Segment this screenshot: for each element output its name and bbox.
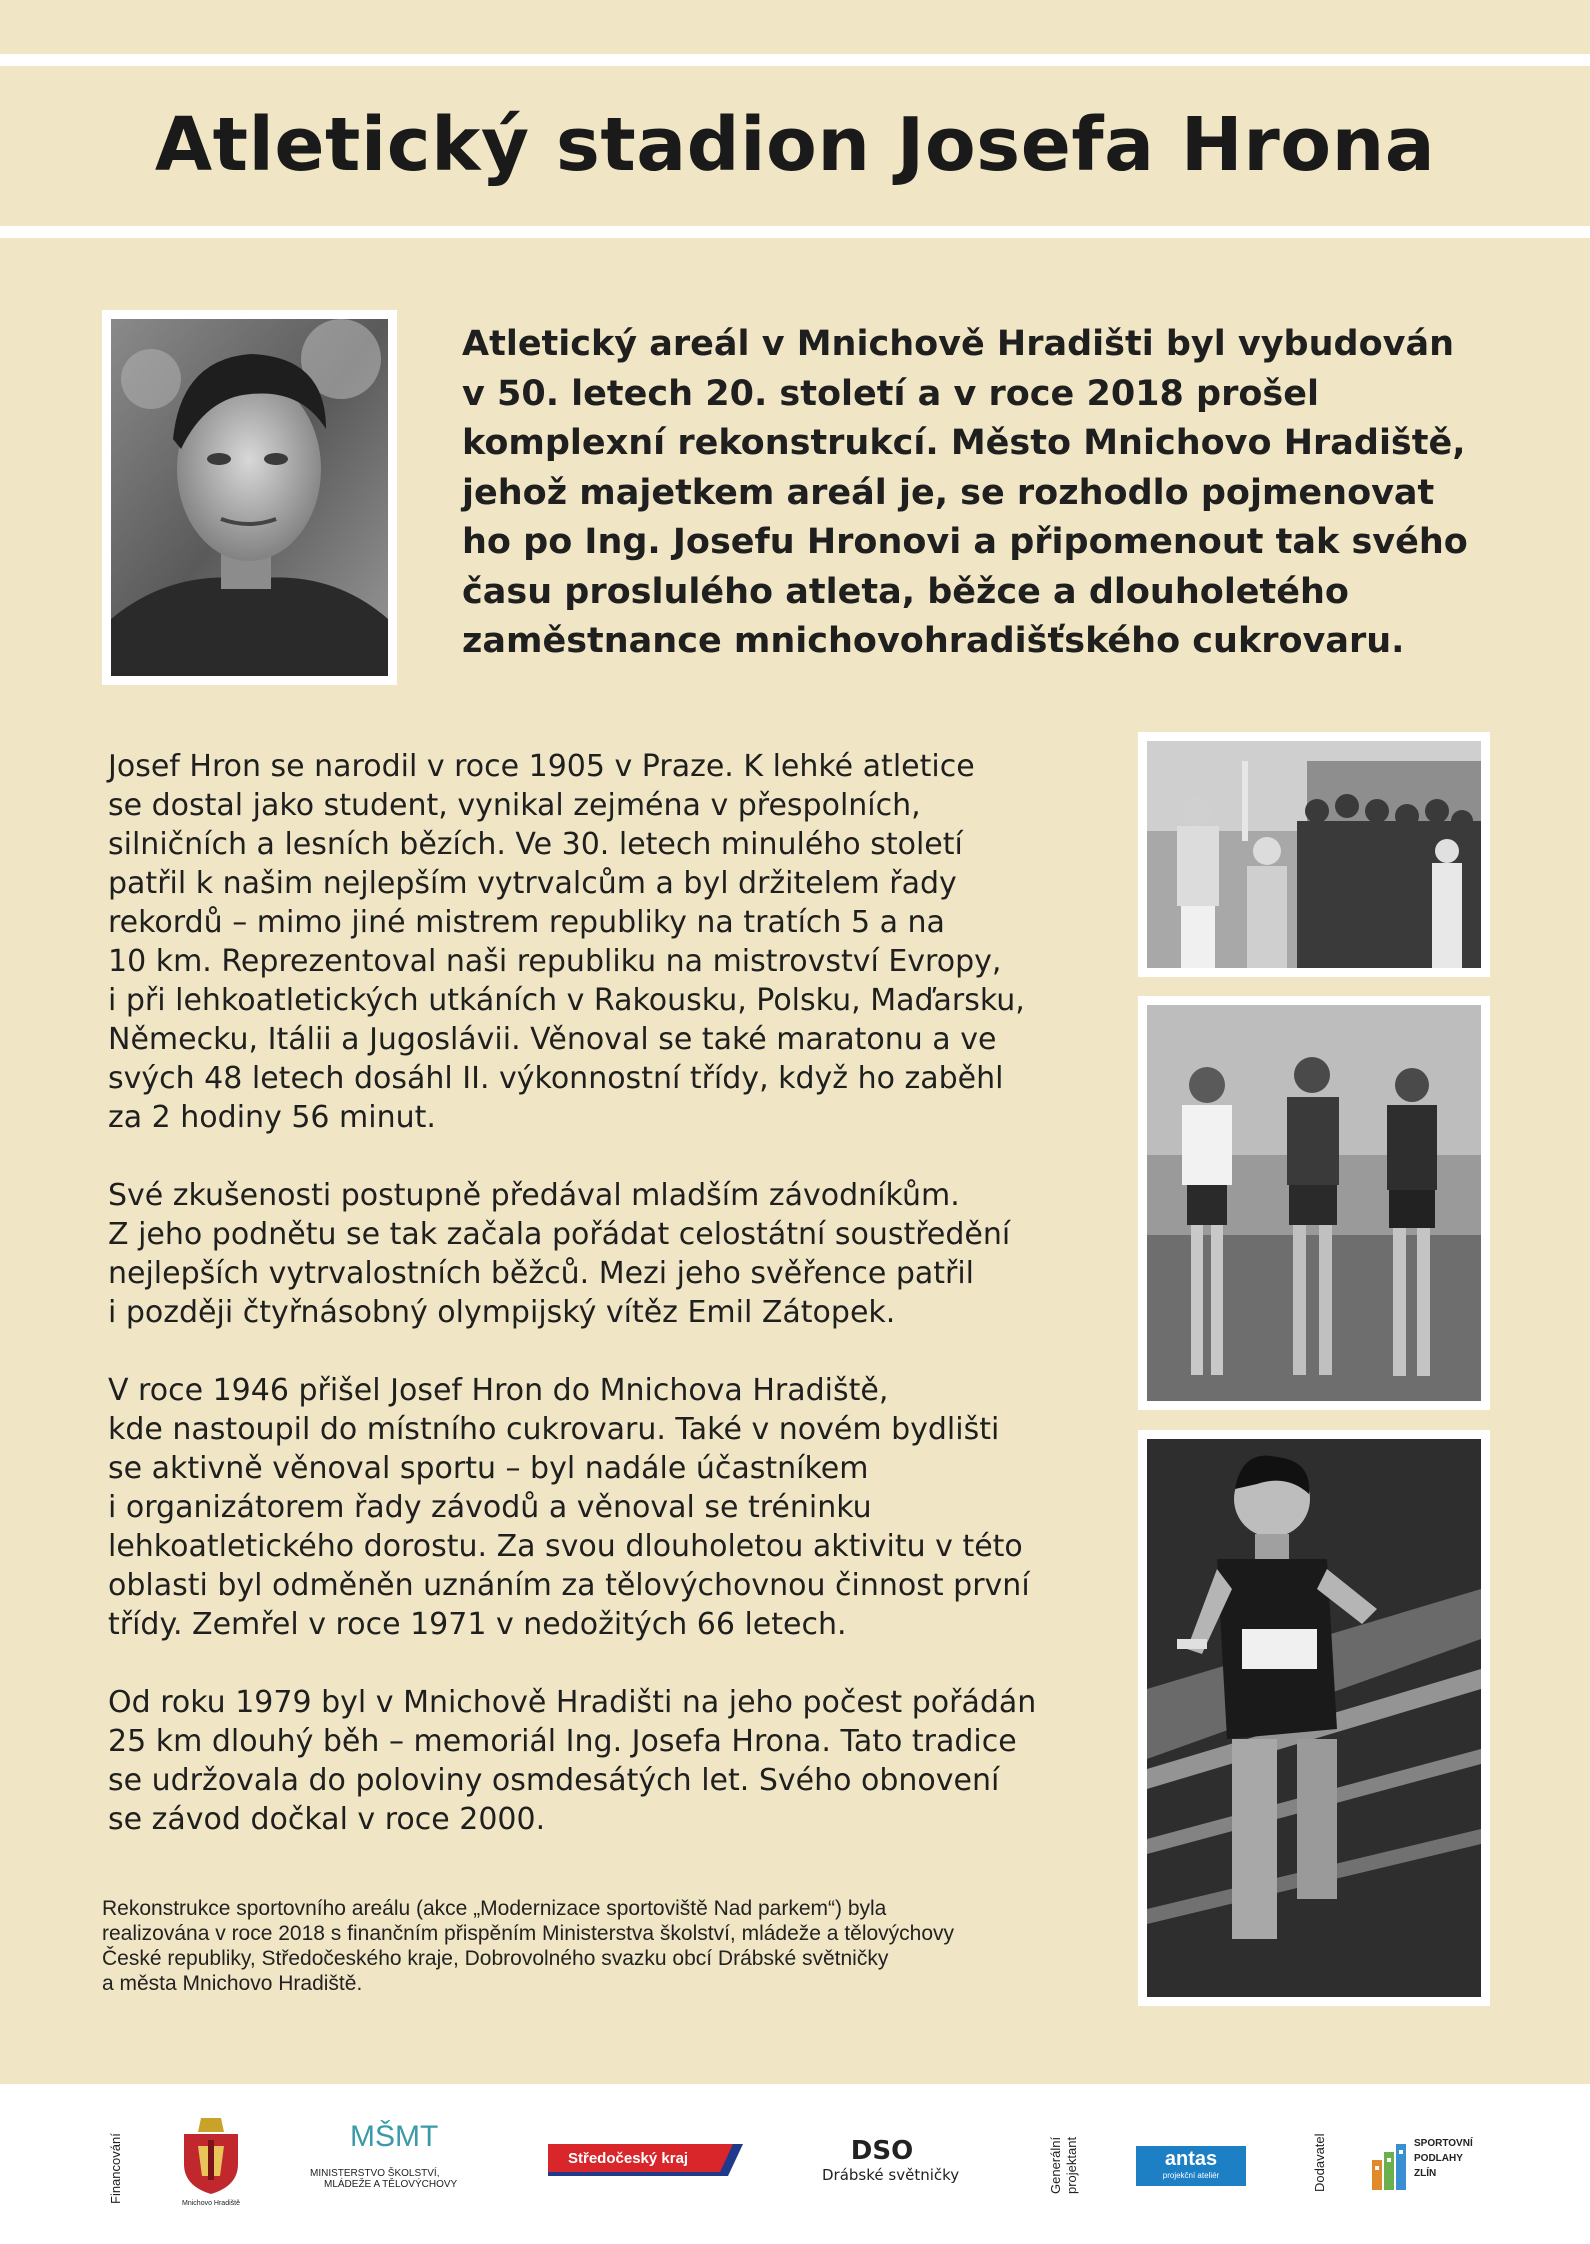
intro-line: v 50. letech 20. století a v roce 2018 prošel <box>462 373 1319 414</box>
supplier-label: Dodavatel <box>1312 2133 1327 2192</box>
intro-line: komplexní rekonstrukcí. Město Mnichovo Hradiště, <box>462 423 1466 463</box>
portrait-photo <box>102 310 397 685</box>
funding-note <box>102 1896 1102 1996</box>
dso-logo <box>822 2136 982 2184</box>
antas-mark: antas <box>1164 2148 1218 2170</box>
title-band-bottom <box>0 226 1590 238</box>
text-line: nejlepších vytrvalostních běžců. Mezi jeho svěřence patřil <box>108 1256 975 1291</box>
intro-line: jehož majetkem areál je, se rozhodlo pojmenovat <box>462 472 1435 513</box>
note-line: Rekonstrukce sportovního areálu (akce „Modernizace sportoviště Nad parkem“) byla <box>102 1897 887 1920</box>
text-line: Německu, Itálii a Jugoslávii. Věnoval se také maratonu a ve <box>108 1022 997 1057</box>
biography <box>108 747 1108 1878</box>
coat-of-arms-icon <box>176 2116 246 2196</box>
text-line: i při lehkoatletických utkáních v Rakousku, Polsku, Maďarsku, <box>108 983 1025 1018</box>
town-caption: Mnichovo Hradiště <box>182 2200 240 2207</box>
three-runners-photo <box>1138 996 1490 1410</box>
text-line: rekordů – mimo jiné mistrem republiky na tratích 5 a na <box>108 905 945 940</box>
stredocesky-kraj-logo <box>548 2144 743 2176</box>
top-band <box>0 54 1590 66</box>
dso-mark: DSO <box>850 2136 914 2166</box>
text-line: Své zkušenosti postupně předával mladším závodníkům. <box>108 1178 960 1213</box>
text-line: patřil k našim nejlepším vytrvalcům a byl držitelem řady <box>108 866 957 901</box>
text-line: lehkoatletického dorostu. Za svou dlouholetou aktivitu v této <box>108 1529 1023 1564</box>
note-line: a města Mnichovo Hradiště. <box>102 1972 363 1995</box>
intro-line: Atletický areál v Mnichově Hradišti byl vybudován <box>462 324 1454 364</box>
sportovni-podlahy-logo <box>1372 2136 1482 2196</box>
runner-with-baton-photo <box>1138 1430 1490 2006</box>
ceremony-photo <box>1138 732 1490 977</box>
note-line: České republiky, Středočeského kraje, Dobrovolného svazku obcí Drábské světničky <box>102 1947 889 1970</box>
text-line: i později čtyřnásobný olympijský vítěz Emil Zátopek. <box>108 1295 896 1330</box>
designer-label-1: Generální <box>1048 2136 1063 2194</box>
town-coat-of-arms-logo <box>176 2116 246 2216</box>
intro-line: času proslulého atleta, běžce a dlouholetého <box>462 571 1349 612</box>
text-line: se dostal jako student, vynikal zejména v přespolních, <box>108 788 921 823</box>
msmt-line-1: MINISTERSTVO ŠKOLSTVÍ, <box>310 2168 440 2179</box>
text-line: kde nastoupil do místního cukrovaru. Také v novém bydlišti <box>108 1412 1000 1447</box>
text-line: 25 km dlouhý běh – memoriál Ing. Josefa Hrona. Tato tradice <box>108 1724 1017 1759</box>
note-line: realizována v roce 2018 s finančním přispěním Ministerstva školství, mládeže a tělovýchovy <box>102 1922 955 1945</box>
text-line: Z jeho podnětu se tak začala pořádat celostátní soustředění <box>108 1217 1011 1252</box>
dso-name: Drábské světničky <box>822 2166 960 2184</box>
supplier-line-3: ZLÍN <box>1414 2168 1437 2179</box>
msmt-mark: MŠMT <box>350 2120 439 2153</box>
msmt-line-2: MLÁDEŽE A TĚLOVÝCHOVY <box>324 2179 458 2190</box>
paragraph-memorial <box>108 1683 1108 1839</box>
intro-line: ho po Ing. Josefu Hronovi a připomenout tak svého <box>462 522 1468 562</box>
text-line: se aktivně věnoval sportu – byl nadále účastníkem <box>108 1451 869 1486</box>
text-line: svých 48 letech dosáhl II. výkonnostní třídy, když ho zaběhl <box>108 1061 1004 1096</box>
intro-text <box>462 320 1482 667</box>
page-title: Atletický stadion Josefa Hrona <box>154 102 1436 188</box>
text-line: 10 km. Reprezentoval naši republiku na mistrovství Evropy, <box>108 944 1002 979</box>
text-line: třídy. Zemřel v roce 1971 v nedožitých 66 letech. <box>108 1607 847 1642</box>
kraj-label: Středočeský kraj <box>568 2150 689 2167</box>
text-line: Od roku 1979 byl v Mnichově Hradišti na jeho počest pořádán <box>108 1685 1037 1720</box>
text-line: V roce 1946 přišel Josef Hron do Mnichova Hradiště, <box>108 1373 889 1408</box>
paragraph-mnichovo-hradiste <box>108 1371 1108 1644</box>
paragraph-early-career <box>108 747 1108 1137</box>
footer-logos <box>0 2084 1590 2244</box>
text-line: se udržovala do poloviny osmdesátých let. Svého obnovení <box>108 1763 1000 1798</box>
text-line: Josef Hron se narodil v roce 1905 v Praze. K lehké atletice <box>108 749 975 784</box>
floor-tiles-icon <box>1372 2144 1408 2190</box>
supplier-line-2: PODLAHY <box>1414 2153 1463 2164</box>
text-line: oblasti byl odměněn uznáním za tělovýchovnou činnost první <box>108 1568 1030 1603</box>
paragraph-coaching <box>108 1176 1108 1332</box>
intro-line: zaměstnance mnichovohradišťského cukrovaru. <box>462 621 1405 661</box>
financing-label: Financování <box>108 2133 123 2204</box>
antas-sub: projekční ateliér <box>1162 2171 1220 2180</box>
designer-label-2: projektant <box>1064 2136 1079 2194</box>
text-line: se závod dočkal v roce 2000. <box>108 1802 546 1837</box>
text-line: za 2 hodiny 56 minut. <box>108 1100 436 1135</box>
text-line: silničních a lesních bězích. Ve 30. letech minulého století <box>108 827 963 862</box>
text-line: i organizátorem řady závodů a věnoval se tréninku <box>108 1490 872 1525</box>
msmt-logo <box>310 2120 480 2220</box>
antas-logo <box>1136 2146 1246 2186</box>
supplier-line-1: SPORTOVNÍ <box>1414 2138 1473 2149</box>
